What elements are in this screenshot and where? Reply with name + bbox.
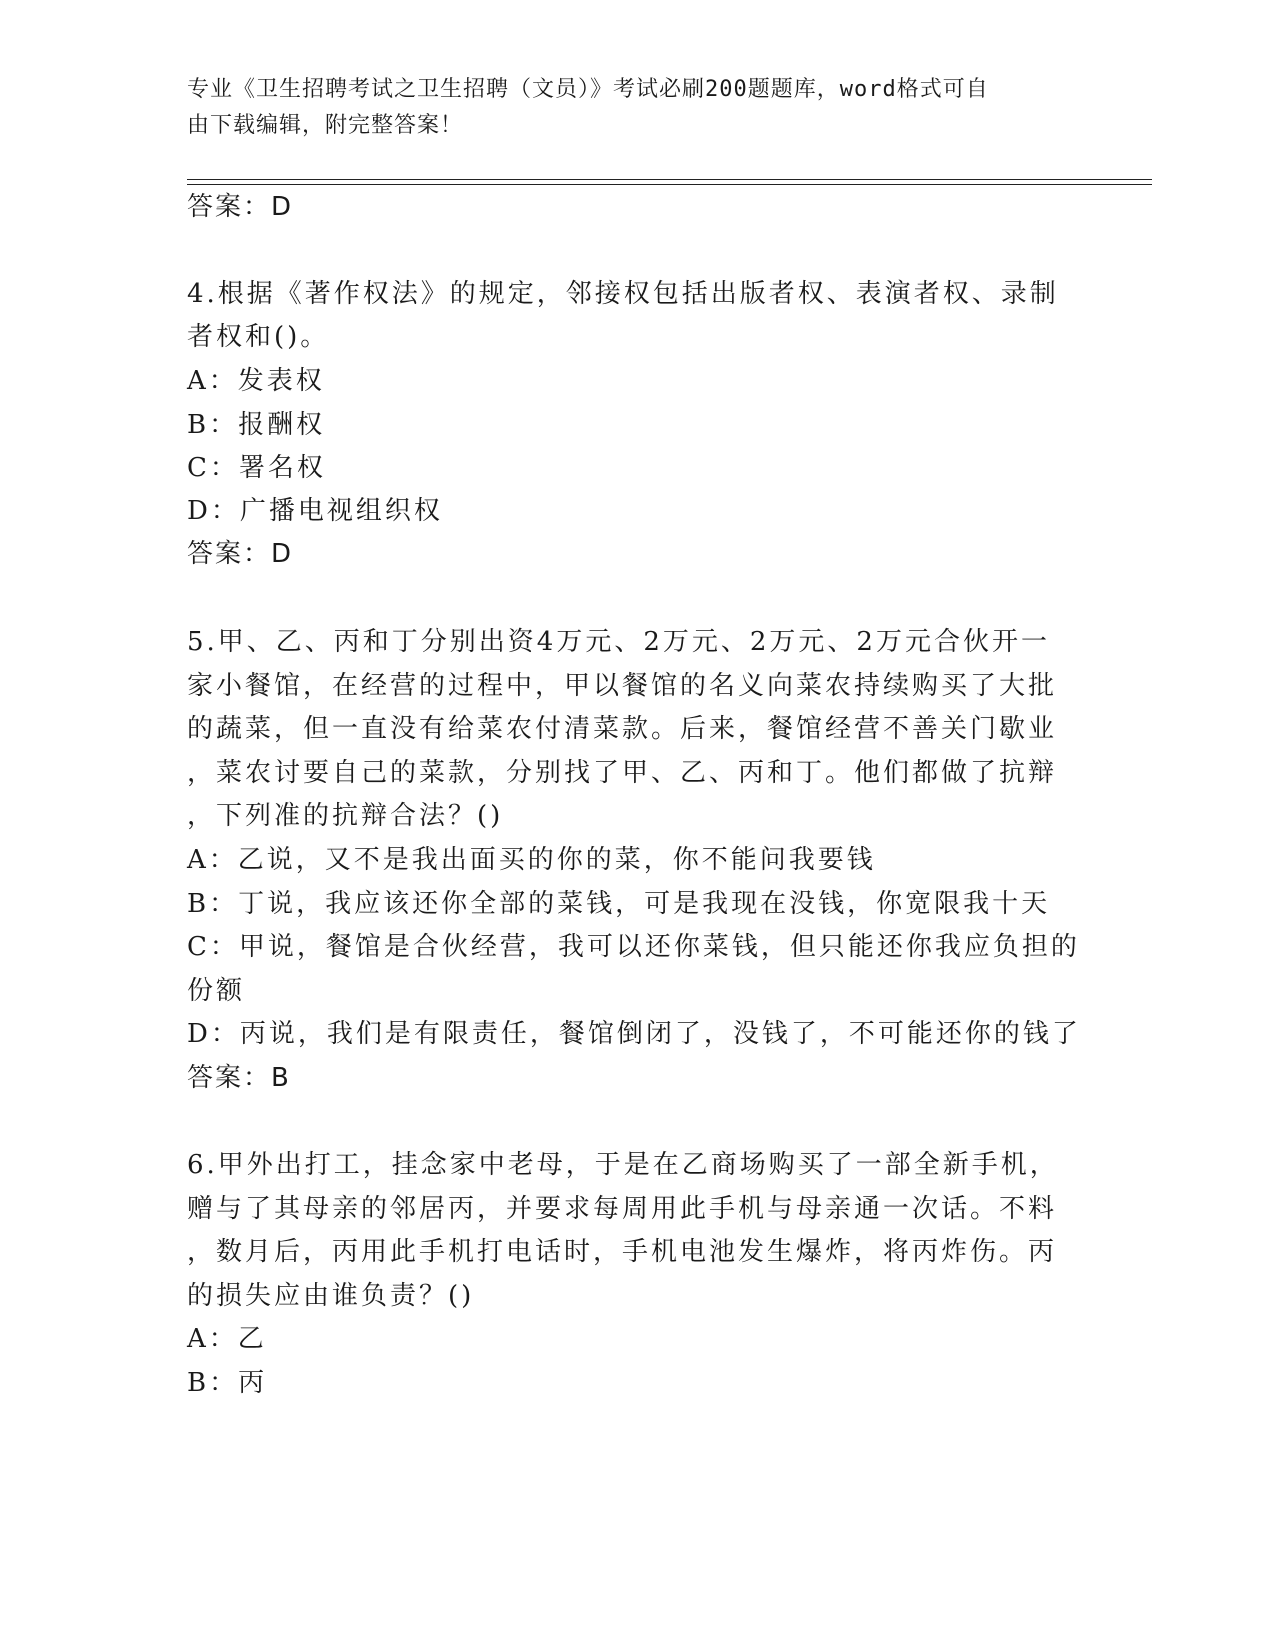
q5-stem-line-3: 的蔬菜，但一直没有给菜农付清菜款。后来，餐馆经营不善关门歇业	[187, 714, 1058, 744]
q6-stem-line-1: 6.甲外出打工，挂念家中老母，于是在乙商场购买了一部全新手机，	[187, 1150, 1059, 1180]
q6-stem-line-2: 赠与了其母亲的邻居丙，并要求每周用此手机与母亲通一次话。不料	[187, 1194, 1058, 1224]
q6-option-b: B：丙	[187, 1368, 268, 1398]
q4-stem-line-1: 4.根据《著作权法》的规定，邻接权包括出版者权、表演者权、录制	[187, 279, 1059, 309]
q5-stem-line-2: 家小餐馆，在经营的过程中，甲以餐馆的名义向菜农持续购买了大批	[187, 671, 1058, 701]
q4-option-b: B：报酬权	[187, 410, 326, 440]
answer-q4: 答案：D	[187, 539, 294, 569]
q4-option-d: D：广播电视组织权	[187, 496, 443, 526]
header-line-2: 由下载编辑，附完整答案！	[187, 113, 464, 138]
page-header	[187, 72, 1067, 144]
q5-stem-line-1: 5.甲、乙、丙和丁分别出资4万元、2万元、2万元、2万元合伙开一	[187, 627, 1050, 657]
q4-stem-line-2: 者权和()。	[187, 322, 330, 352]
header-line-1: 专业《卫生招聘考试之卫生招聘（文员）》考试必刷200题题库，word格式可自	[187, 77, 989, 102]
q5-option-c-line-2: 份额	[187, 976, 246, 1006]
q5-option-c-line-1: C：甲说，餐馆是合伙经营，我可以还你菜钱，但只能还你我应负担的	[187, 932, 1080, 962]
header-divider-bottom	[187, 184, 1152, 185]
answer-q5: 答案：B	[187, 1063, 291, 1093]
q6-stem-line-3: ，数月后，丙用此手机打电话时，手机电池发生爆炸，将丙炸伤。丙	[187, 1237, 1058, 1267]
answer-q3: 答案：D	[187, 192, 294, 222]
header-divider-top	[187, 179, 1152, 180]
q5-option-b: B：丁说，我应该还你全部的菜钱，可是我现在没钱，你宽限我十天	[187, 889, 1051, 919]
q5-option-d: D：丙说，我们是有限责任，餐馆倒闭了，没钱了，不可能还你的钱了	[187, 1019, 1081, 1049]
q5-option-a: A：乙说，又不是我出面买的你的菜，你不能问我要钱	[187, 845, 876, 875]
q5-stem-line-4: ，菜农讨要自己的菜款，分别找了甲、乙、丙和丁。他们都做了抗辩	[187, 758, 1058, 788]
q4-option-c: C：署名权	[187, 453, 326, 483]
q6-stem-line-4: 的损失应由谁负责？()	[187, 1281, 475, 1311]
q4-option-a: A：发表权	[187, 366, 325, 396]
q6-option-a: A：乙	[187, 1324, 267, 1354]
q5-stem-line-5: ，下列准的抗辩合法？()	[187, 801, 504, 831]
